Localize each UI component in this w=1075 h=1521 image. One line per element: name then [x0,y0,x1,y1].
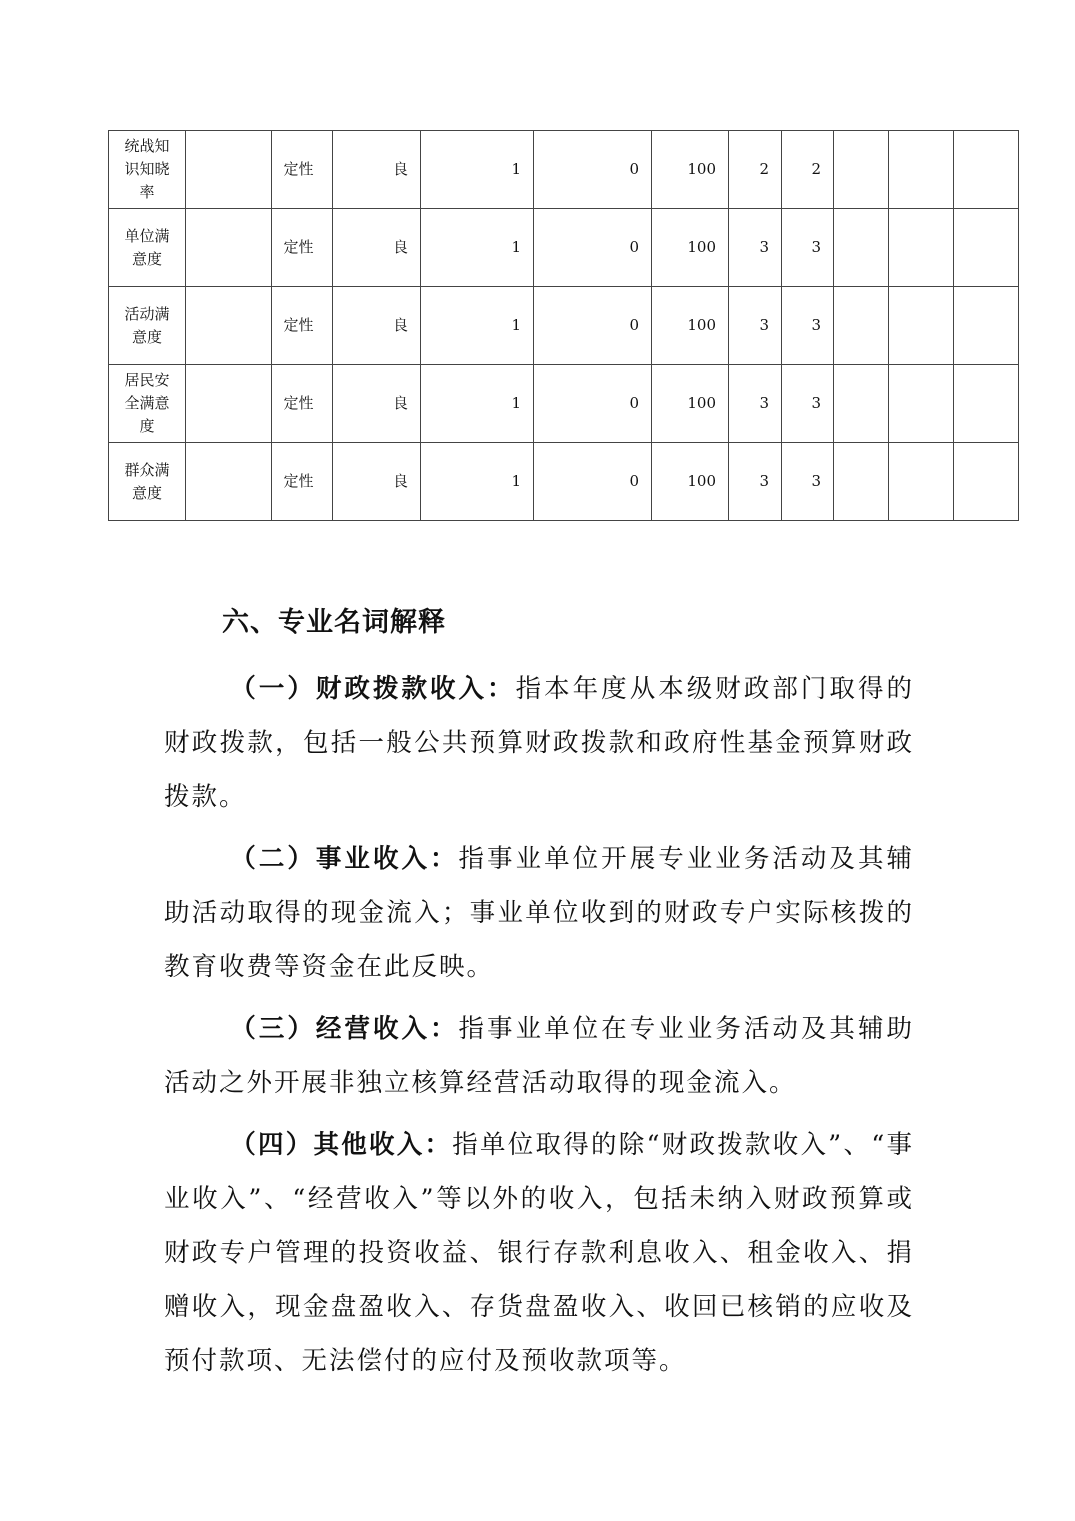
table-row [109,209,1019,287]
empty-cell [186,365,272,443]
indicator-name-cell [109,209,186,287]
empty-cell [889,365,954,443]
value-cell: 100 [652,209,729,287]
indicator-type: 定性 [283,316,314,334]
value-cell: 3 [782,365,834,443]
value-cell: 0 [534,443,652,521]
value-cell: 1 [421,287,534,365]
indicator-grade: 良 [333,209,421,287]
value-cell: 0 [534,131,652,209]
indicator-name: 统战知识知晓率 [124,137,170,201]
indicator-name: 群众满意度 [124,460,170,502]
definition-term: （二）事业收入： [230,844,459,874]
empty-cell [954,443,1019,521]
definition-text: 指本年度从本级财政部门取得的财政拨款，包括一般公共预算财政拨款和政府性基金预算财政拨款。 [164,674,914,812]
indicator-type-cell [272,131,333,209]
value-cell: 1 [421,131,534,209]
value-cell: 1 [421,365,534,443]
indicator-name-cell [109,131,186,209]
table-row [109,443,1019,521]
definition-term: （一）财政拨款收入： [230,674,516,704]
empty-cell [834,131,889,209]
definition-text: 指事业单位在专业业务活动及其辅助活动之外开展非独立核算经营活动取得的现金流入。 [164,1014,914,1098]
value-cell: 1 [421,209,534,287]
indicator-name: 单位满意度 [124,226,170,268]
indicator-type-cell [272,365,333,443]
definition-paragraph [164,1002,914,1110]
value-cell: 100 [652,443,729,521]
indicator-type-cell [272,209,333,287]
empty-cell [186,131,272,209]
empty-cell [834,209,889,287]
empty-cell [834,287,889,365]
indicator-name: 活动满意度 [124,304,170,346]
value-cell: 3 [729,287,782,365]
value-cell: 1 [421,443,534,521]
indicator-type: 定性 [283,238,314,256]
indicator-name-cell [109,443,186,521]
value-cell: 3 [729,209,782,287]
indicator-name: 居民安全满意度 [124,371,170,435]
indicator-name-cell [109,287,186,365]
table-body [109,131,1019,521]
indicator-grade: 良 [333,287,421,365]
definition-term: （四）其他收入： [230,1130,453,1160]
value-cell: 0 [534,365,652,443]
empty-cell [889,131,954,209]
definition-paragraph [164,832,914,994]
value-cell: 0 [534,209,652,287]
indicator-grade: 良 [333,443,421,521]
value-cell: 2 [729,131,782,209]
table-row [109,287,1019,365]
indicator-type: 定性 [283,394,314,412]
empty-cell [834,365,889,443]
definition-paragraph [164,1118,914,1388]
value-cell: 3 [729,443,782,521]
empty-cell [889,443,954,521]
indicator-type-cell [272,287,333,365]
empty-cell [954,365,1019,443]
definition-text: 指事业单位开展专业业务活动及其辅助活动取得的现金流入；事业单位收到的财政专户实际核拨的教育收费等资金在此反映。 [164,844,914,982]
empty-cell [186,209,272,287]
value-cell: 3 [782,287,834,365]
empty-cell [186,287,272,365]
value-cell: 2 [782,131,834,209]
definition-paragraph [164,662,914,824]
empty-cell [186,443,272,521]
table-row [109,365,1019,443]
value-cell: 3 [782,209,834,287]
empty-cell [954,287,1019,365]
indicator-grade: 良 [333,365,421,443]
value-cell: 3 [729,365,782,443]
value-cell: 100 [652,365,729,443]
empty-cell [954,209,1019,287]
indicator-type: 定性 [283,160,314,178]
indicator-grade: 良 [333,131,421,209]
value-cell: 100 [652,287,729,365]
indicator-name-cell [109,365,186,443]
value-cell: 0 [534,287,652,365]
empty-cell [954,131,1019,209]
empty-cell [889,287,954,365]
value-cell: 100 [652,131,729,209]
empty-cell [889,209,954,287]
empty-cell [834,443,889,521]
table-row [109,131,1019,209]
section-title: 六、专业名词解释 [222,607,446,638]
definition-text: 指单位取得的除“财政拨款收入”、“事业收入”、“经营收入”等以外的收入，包括未纳入财政预算或财政专户管理的投资收益、银行存款利息收入、租金收入、捐赠收入，现金盘盈收入、存货盘盈收入、收回已核销的应收及预付款项、无法偿付的应付及预收款项等。 [164,1130,914,1376]
indicator-type-cell [272,443,333,521]
indicator-type: 定性 [283,472,314,490]
value-cell: 3 [782,443,834,521]
definition-term: （三）经营收入： [230,1014,459,1044]
performance-indicator-table [108,130,1019,521]
